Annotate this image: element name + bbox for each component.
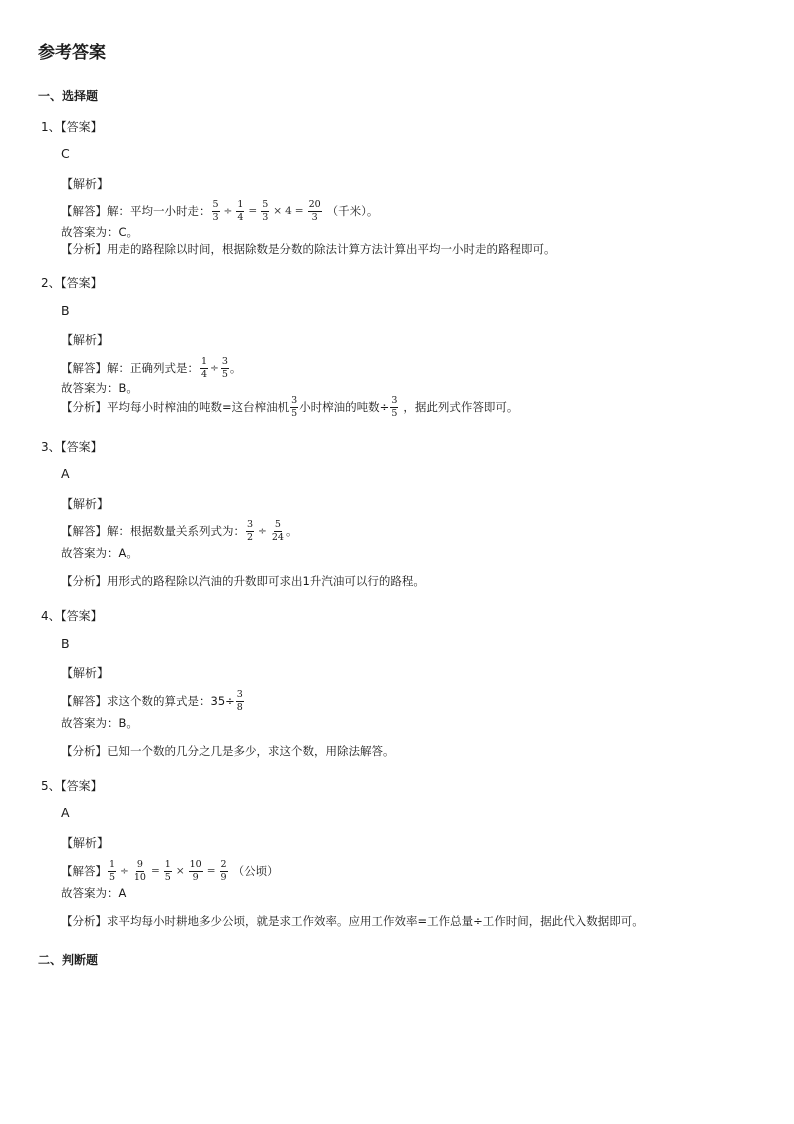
question-4-analysis-label: 【解析】 — [61, 666, 110, 680]
fraction: $\frac{5}{24}$ — [271, 519, 284, 543]
question-5-conclusion: 故答案为：A — [61, 886, 127, 900]
question-3-solution — [61, 520, 297, 542]
fraction: $\frac{3}{5}$ — [391, 395, 398, 419]
operator: = — [248, 205, 258, 217]
question-2-answer: B — [61, 303, 70, 318]
fraction: $\frac{1}{4}$ — [201, 356, 208, 380]
solution-text: 【解答】 — [61, 864, 107, 878]
reasoning-text: 小时榨油的吨数÷ — [299, 400, 390, 414]
question-2-reasoning — [61, 396, 518, 418]
question-5-solution — [61, 860, 279, 882]
section-heading-judge: 二、判断题 — [38, 953, 99, 967]
fraction: $\frac{1}{4}$ — [237, 199, 244, 223]
question-3-analysis-label: 【解析】 — [61, 497, 110, 511]
unit-text: （千米）。 — [326, 204, 379, 218]
page-title: 参考答案 — [38, 43, 106, 63]
reasoning-text: 【分析】平均每小时榨油的吨数=这台榨油机 — [61, 400, 290, 414]
operator: ÷ — [210, 362, 219, 374]
solution-text: 【解答】解：根据数量关系列式为： — [61, 524, 245, 538]
reasoning-text: ，据此列式作答即可。 — [403, 400, 519, 414]
question-5-reasoning: 【分析】求平均每小时耕地多少公顷，就是求工作效率。应用工作效率=工作总量÷工作时间，据此代入数据即可。 — [61, 914, 644, 928]
solution-end: 。 — [285, 524, 298, 538]
question-3-conclusion: 故答案为：A。 — [61, 546, 138, 560]
fraction: $\frac{3}{8}$ — [236, 689, 243, 713]
question-2-answer-heading: 2、【答案】 — [41, 276, 103, 290]
solution-text: 【解答】解：平均一小时走： — [61, 204, 211, 218]
number: 4 — [285, 205, 292, 217]
question-2-conclusion: 故答案为：B。 — [61, 381, 138, 395]
question-1-answer-heading: 1、【答案】 — [41, 120, 103, 134]
solution-text: 【解答】求这个数的算式是：35÷ — [61, 694, 235, 708]
question-1-reasoning: 【分析】用走的路程除以时间，根据除数是分数的除法计算方法计算出平均一小时走的路程即可。 — [61, 242, 556, 256]
question-1-solution — [61, 200, 378, 222]
fraction: $\frac{2}{9}$ — [220, 859, 227, 883]
question-4-solution — [61, 690, 245, 712]
question-2-solution — [61, 357, 241, 379]
solution-end: 。 — [229, 361, 242, 375]
operator: = — [294, 205, 304, 217]
question-5-analysis-label: 【解析】 — [61, 836, 110, 850]
question-2-analysis-label: 【解析】 — [61, 333, 110, 347]
operator: ÷ — [120, 865, 129, 877]
question-4-answer-heading: 4、【答案】 — [41, 609, 103, 623]
question-1-analysis-label: 【解析】 — [61, 177, 110, 191]
question-4-reasoning: 【分析】已知一个数的几分之几是多少，求这个数，用除法解答。 — [61, 744, 395, 758]
operator: = — [206, 865, 216, 877]
operator: × — [175, 865, 185, 877]
question-5-answer-heading: 5、【答案】 — [41, 779, 103, 793]
unit-text: （公顷） — [232, 864, 279, 878]
fraction: $\frac{3}{2}$ — [247, 519, 254, 543]
question-5-answer: A — [61, 805, 70, 820]
fraction: $\frac{20}{3}$ — [308, 199, 321, 223]
question-3-answer: A — [61, 466, 70, 481]
solution-text: 【解答】解：正确列式是： — [61, 361, 199, 375]
fraction: $\frac{3}{5}$ — [291, 395, 298, 419]
question-1-answer: C — [61, 146, 70, 161]
fraction: $\frac{1}{5}$ — [164, 859, 171, 883]
question-1-conclusion: 故答案为：C。 — [61, 225, 139, 239]
fraction: $\frac{9}{10}$ — [133, 859, 146, 883]
fraction: $\frac{10}{9}$ — [189, 859, 202, 883]
section-heading-choice: 一、选择题 — [38, 89, 99, 103]
operator: ÷ — [223, 205, 233, 217]
operator: = — [150, 865, 160, 877]
operator: ÷ — [258, 525, 267, 537]
fraction: $\frac{5}{3}$ — [262, 199, 269, 223]
fraction: $\frac{3}{5}$ — [221, 356, 228, 380]
question-3-reasoning: 【分析】用形式的路程除以汽油的升数即可求出1升汽油可以行的路程。 — [61, 574, 425, 588]
operator: × — [273, 205, 283, 217]
question-4-answer: B — [61, 636, 70, 651]
question-3-answer-heading: 3、【答案】 — [41, 440, 103, 454]
question-4-conclusion: 故答案为：B。 — [61, 716, 138, 730]
fraction: $\frac{5}{3}$ — [212, 199, 219, 223]
fraction: $\frac{1}{5}$ — [109, 859, 116, 883]
